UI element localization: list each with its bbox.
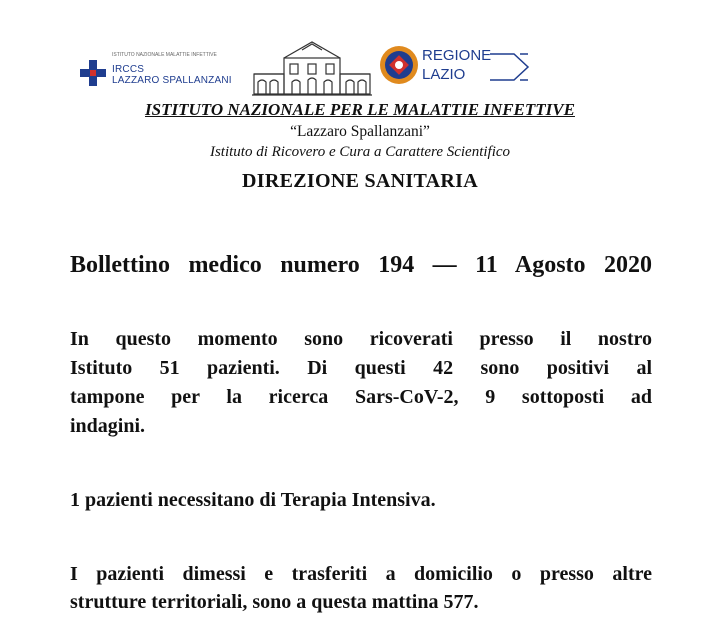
institute-description: Istituto di Ricovero e Cura a Carattere Scientifico [209,144,511,160]
medical-cross-icon [80,60,106,86]
discharges-paragraph [70,560,652,616]
intensive-care-paragraph: 1 pazienti necessitano di Terapia Intensiva. [70,489,436,511]
lazio-label: LAZIO [422,66,466,83]
paragraph-line: indagini. [70,415,146,437]
paragraph-line: tampone per la ricerca Sars-CoV-2, 9 sottoposti ad [70,386,652,408]
regione-emblem-icon [378,44,420,86]
paragraph-line: Istituto 51 pazienti. Di questi 42 sono positivi al [70,357,652,379]
paragraph-line: I pazienti dimessi e trasferiti a domicilio o presso altre [70,563,652,585]
irccs-institute-label: LAZZARO SPALLANZANI [112,75,232,86]
institute-name: ISTITUTO NAZIONALE PER LE MALATTIE INFETTIVE [145,100,575,119]
bulletin-title: Bollettino medico numero 194 — 11 Agosto 2020 [70,252,652,278]
paragraph-line: In questo momento sono ricoverati presso il nostro [70,328,652,350]
institute-subtitle: “Lazzaro Spallanzani” [290,123,430,140]
irccs-label: IRCCS [112,64,145,75]
regione-lazio-logo [378,42,538,90]
regione-swoosh-icon [490,50,530,84]
department-title: DIREZIONE SANITARIA [242,170,478,192]
paragraph-line: strutture territoriali, sono a questa mattina 577. [70,591,479,613]
regione-label: REGIONE [422,47,492,64]
building-icon [252,38,372,96]
logo-bar [0,38,720,98]
irccs-small-text: ISTITUTO NAZIONALE MALATTIE INFETTIVE [112,52,217,58]
admissions-paragraph [70,325,652,441]
irccs-spallanzani-logo [80,52,250,88]
